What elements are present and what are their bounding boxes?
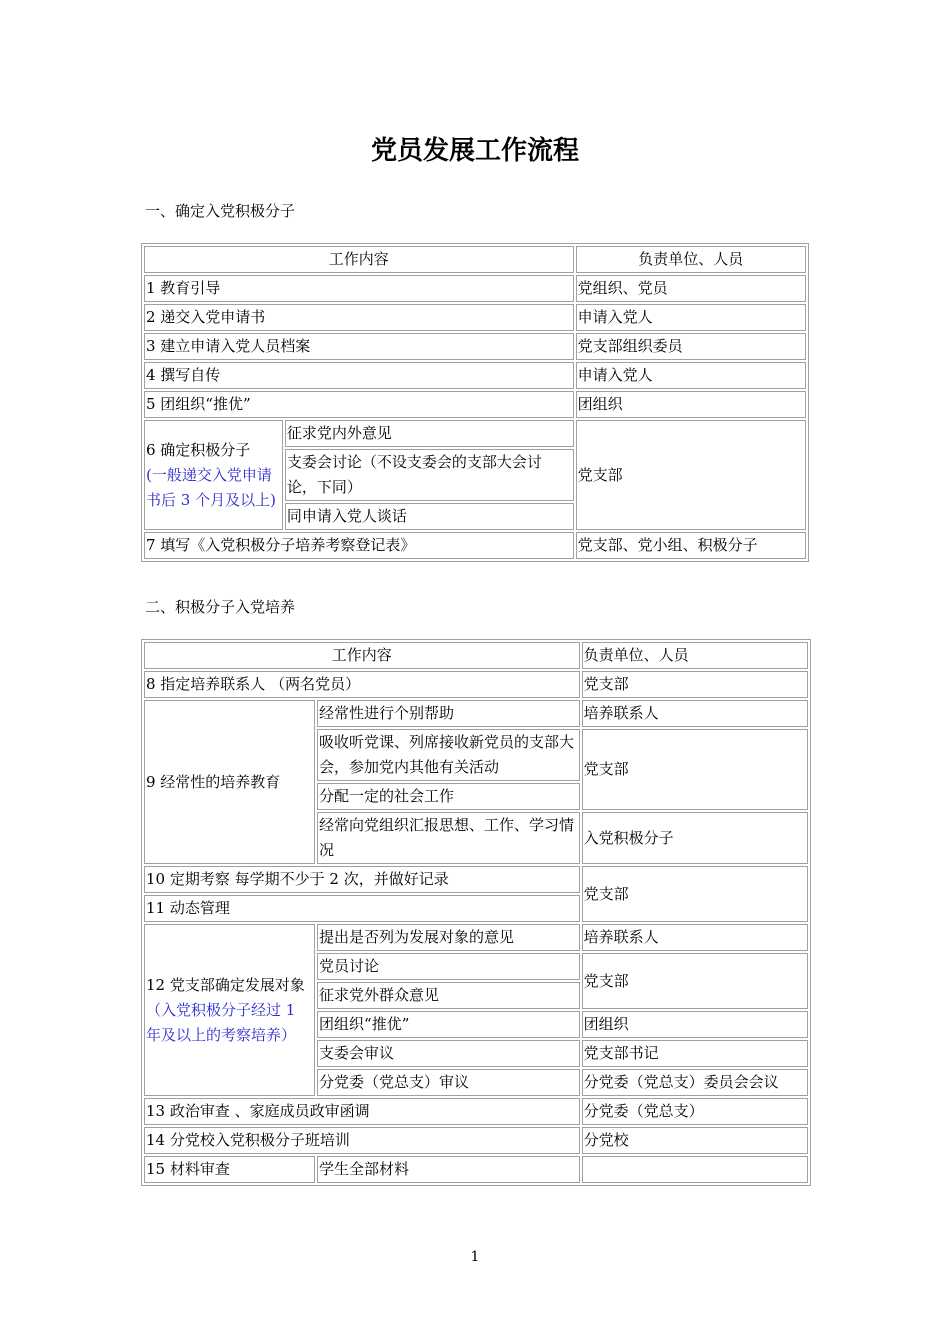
- table-row: [144, 866, 808, 893]
- table-row: [144, 362, 806, 389]
- row-content: 9 经常性的培养教育: [144, 700, 315, 864]
- row-label: 12 党支部确定发展对象: [146, 975, 305, 994]
- table-row: [144, 532, 806, 559]
- table-row: [144, 304, 806, 331]
- row-responsible: 培养联系人: [582, 924, 808, 951]
- row-content: 11 动态管理: [144, 895, 580, 922]
- table-header: [144, 642, 808, 669]
- row-content: 7 填写《入党积极分子培养考察登记表》: [144, 532, 574, 559]
- row-responsible: 党支部: [582, 953, 808, 1009]
- row-content: 2 递交入党申请书: [144, 304, 574, 331]
- sub-step: 团组织“推优”: [317, 1011, 580, 1038]
- sub-step: 党员讨论: [317, 953, 580, 980]
- row-responsible: 分党校: [582, 1127, 808, 1154]
- row-content: 3 建立申请入党人员档案: [144, 333, 574, 360]
- sub-step: 经常向党组织汇报思想、工作、学习情况: [317, 812, 580, 864]
- row-content: 8 指定培养联系人 （两名党员）: [144, 671, 580, 698]
- table-activists: [141, 243, 809, 562]
- sub-step: 经常性进行个别帮助: [317, 700, 580, 727]
- row-responsible: 党支部书记: [582, 1040, 808, 1067]
- row-responsible: 党支部: [576, 420, 806, 530]
- section-heading-2: 二、积极分子入党培养: [145, 598, 296, 616]
- header-responsible: 负责单位、人员: [576, 246, 806, 273]
- row-responsible: 党支部组织委员: [576, 333, 806, 360]
- table-row: [144, 924, 808, 951]
- row-responsible: 党支部: [582, 671, 808, 698]
- row-content: 14 分党校入党积极分子班培训: [144, 1127, 580, 1154]
- row-content: [144, 924, 315, 1096]
- sub-step: 同申请入党人谈话: [285, 503, 574, 530]
- row-responsible: 党支部: [582, 866, 808, 922]
- row-responsible: [582, 1156, 808, 1183]
- header-content: 工作内容: [144, 642, 580, 669]
- row-content: 4 撰写自传: [144, 362, 574, 389]
- table-row: [144, 391, 806, 418]
- row-responsible: 入党积极分子: [582, 812, 808, 864]
- sub-step: 分配一定的社会工作: [317, 783, 580, 810]
- sub-step: 支委会讨论（不设支委会的支部大会讨论，下同）: [285, 449, 574, 501]
- row-responsible: 培养联系人: [582, 700, 808, 727]
- row-note: (一般递交入党申请书后 3 个月及以上): [146, 465, 276, 509]
- header-responsible: 负责单位、人员: [582, 642, 808, 669]
- header-content: 工作内容: [144, 246, 574, 273]
- table-row: [144, 333, 806, 360]
- row-label: 6 确定积极分子: [146, 440, 251, 459]
- table-row: [144, 420, 806, 447]
- sub-step: 分党委（党总支）审议: [317, 1069, 580, 1096]
- table-row: [144, 275, 806, 302]
- table-row: [144, 700, 808, 727]
- row-responsible: 团组织: [582, 1011, 808, 1038]
- table-row: [144, 1156, 808, 1183]
- page-number: 1: [470, 1249, 480, 1265]
- row-responsible: 党支部、党小组、积极分子: [576, 532, 806, 559]
- row-content: 13 政治审查 、家庭成员政审函调: [144, 1098, 580, 1125]
- row-note: （入党积极分子经过 1 年及以上的考察培养）: [146, 1000, 297, 1044]
- table-row: [144, 1098, 808, 1125]
- sub-step: 吸收听党课、列席接收新党员的支部大会，参加党内其他有关活动: [317, 729, 580, 781]
- row-content: 1 教育引导: [144, 275, 574, 302]
- table-row: [144, 671, 808, 698]
- section-heading-1: 一、确定入党积极分子: [145, 202, 296, 220]
- row-content: [144, 420, 283, 530]
- row-content: 15 材料审查: [144, 1156, 315, 1183]
- sub-step: 提出是否列为发展对象的意见: [317, 924, 580, 951]
- table-row: [144, 1127, 808, 1154]
- row-responsible: 申请入党人: [576, 304, 806, 331]
- row-responsible: 申请入党人: [576, 362, 806, 389]
- row-content: 10 定期考察 每学期不少于 2 次，并做好记录: [144, 866, 580, 893]
- sub-step: 征求党内外意见: [285, 420, 574, 447]
- row-responsible: 团组织: [576, 391, 806, 418]
- row-responsible: 分党委（党总支）: [582, 1098, 808, 1125]
- sub-step: 征求党外群众意见: [317, 982, 580, 1009]
- row-responsible: 分党委（党总支）委员会会议: [582, 1069, 808, 1096]
- row-content: 5 团组织“推优”: [144, 391, 574, 418]
- sub-step: 支委会审议: [317, 1040, 580, 1067]
- row-responsible: 党组织、党员: [576, 275, 806, 302]
- table-header: [144, 246, 806, 273]
- row-responsible: 党支部: [582, 729, 808, 810]
- page-title: 党员发展工作流程: [370, 136, 579, 166]
- sub-step: 学生全部材料: [317, 1156, 580, 1183]
- table-training: [141, 639, 811, 1186]
